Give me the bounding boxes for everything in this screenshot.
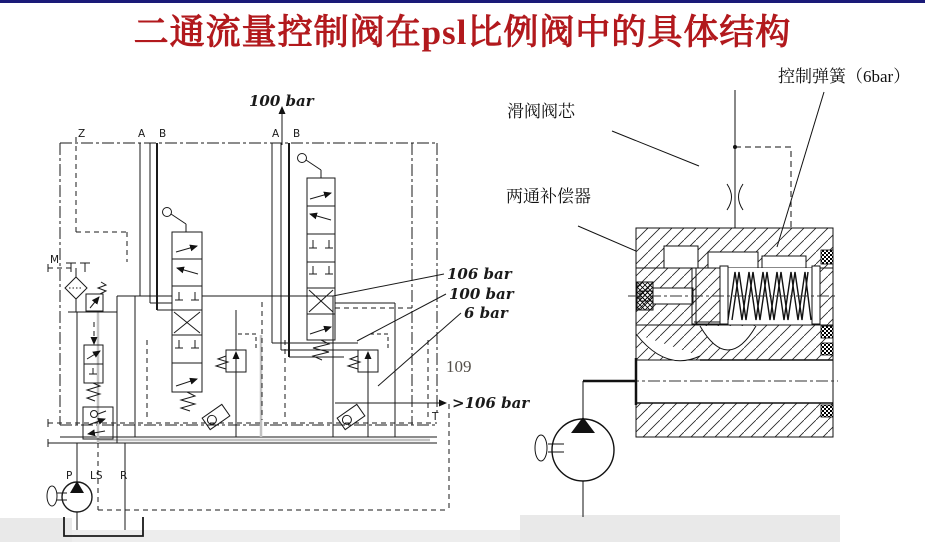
pilot-dashed-network: [48, 137, 449, 510]
port-label-a-left: A: [138, 128, 146, 140]
pressure-leader-lines: [333, 274, 461, 403]
port-label-z: Z: [78, 128, 86, 140]
control-spring: [720, 266, 820, 324]
port-label-ls: LS: [90, 470, 103, 482]
pump-right: [535, 358, 636, 517]
port-label-a-right: A: [272, 128, 280, 140]
orifice-symbol: [727, 90, 791, 229]
port-label-r: R: [120, 470, 128, 482]
slide-title: 二通流量控制阀在psl比例阀中的具体结构: [133, 13, 792, 52]
sectional-view: [535, 90, 838, 517]
compensator-right: [348, 334, 388, 372]
pilot-supply-column: [65, 263, 117, 443]
proportional-valve-left: [163, 208, 203, 412]
outlet-pressure-label: >106 bar: [452, 394, 530, 412]
check-valve-right: [337, 404, 365, 429]
port-lines: [140, 143, 358, 357]
figure-number-label: 109: [446, 357, 472, 376]
port-label-p: P: [66, 470, 73, 482]
detail-leader-lines: [578, 92, 824, 251]
top-pressure-label: 100 bar: [249, 92, 314, 110]
proportional-valve-right: [298, 154, 336, 361]
pressure-label-106bar: 106 bar: [447, 265, 512, 283]
label-two-way-compensator: 两通补偿器: [506, 187, 591, 206]
port-label-b-right: B: [293, 128, 301, 140]
hydraulic-schematic: [47, 107, 461, 536]
label-control-spring: 控制弹簧（6bar）: [778, 67, 911, 86]
footer-strips: [0, 515, 840, 542]
port-label-b-left: B: [159, 128, 167, 140]
label-spool-core: 滑阀阀芯: [507, 102, 575, 121]
check-valve-left: [202, 404, 230, 429]
pressure-label-6bar: 6 bar: [464, 304, 508, 322]
pressure-label-100bar: 100 bar: [449, 285, 514, 303]
port-label-m: M: [50, 254, 60, 266]
port-label-t: T: [432, 411, 439, 423]
